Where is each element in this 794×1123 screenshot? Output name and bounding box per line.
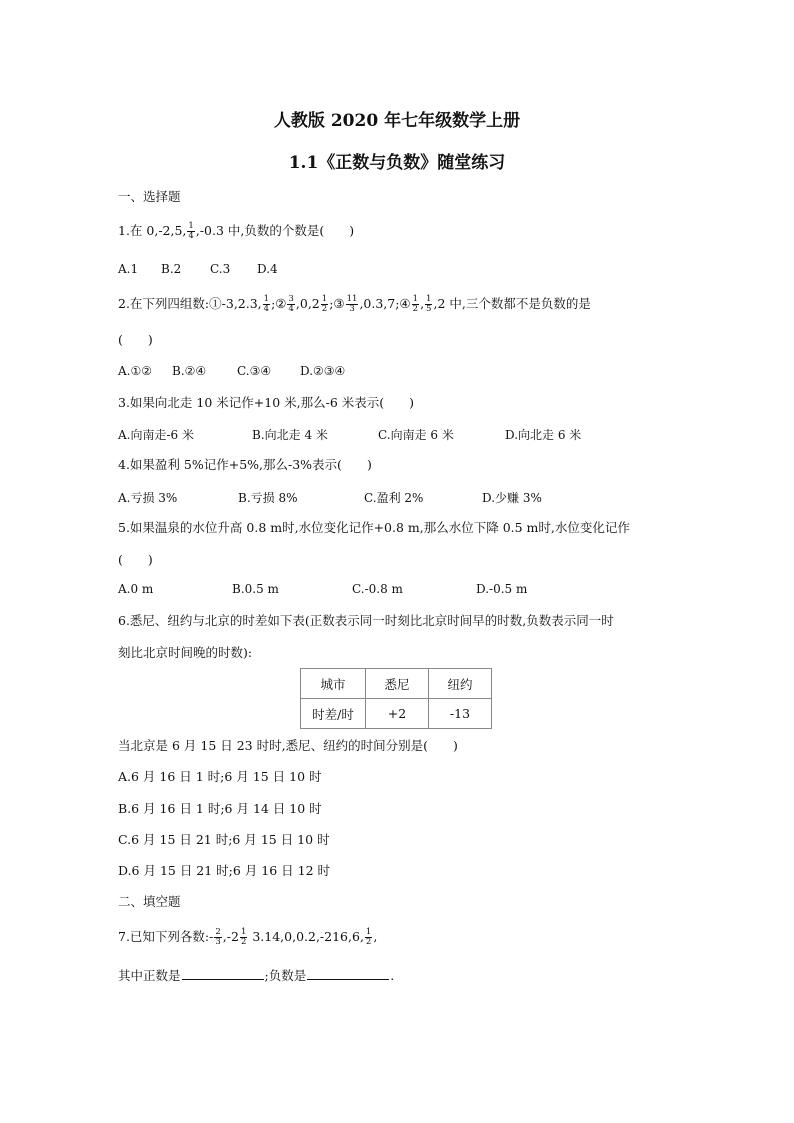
q1-option-a: A.1 [118, 262, 139, 276]
q2-option-c: C.③④ [237, 364, 272, 378]
q1-option-b: B.2 [161, 262, 182, 276]
q7-label-positive: 其中正数是 [118, 968, 181, 983]
question-3: 3.如果向北走 10 米记作+10 米,那么-6 米表示( ) [118, 395, 415, 410]
q7-text: 3.14,0,0.2,-216,6, [248, 929, 364, 944]
question-1 [118, 222, 354, 241]
q2-text: ;③ [329, 296, 345, 311]
table-header-cell: 城市 [301, 669, 366, 699]
table-cell: -13 [429, 699, 492, 729]
fraction: $\frac{1}{2}$ [412, 294, 419, 314]
question-6-line2: 刻比北京时间晚的时数): [118, 645, 253, 660]
q5-option-a: A.0 m [118, 582, 154, 596]
q4-option-c: C.盈利 2% [364, 491, 424, 505]
q2-text: , [420, 296, 425, 311]
table-row [301, 699, 492, 729]
q1-text-post: ,-0.3 中,负数的个数是( ) [195, 223, 355, 238]
q3-option-c: C.向南走 6 米 [378, 428, 454, 442]
table-cell: 时差/时 [301, 699, 366, 729]
q2-option-a: A.①② [118, 364, 152, 378]
q3-option-a: A.向南走-6 米 [118, 428, 194, 442]
q2-text: ,0.3,7;④ [359, 296, 411, 311]
fraction: $\frac{1}{4}$ [263, 294, 270, 314]
fraction: $\frac{1}{5}$ [426, 294, 432, 314]
q6-option-b: B.6 月 16 日 1 时;6 月 14 日 10 时 [118, 801, 322, 816]
q6-option-c: C.6 月 15 日 21 时;6 月 15 日 10 时 [118, 832, 330, 847]
section-heading-choice: 一、选择题 [118, 189, 181, 204]
fraction: $\frac{11}{3}$ [346, 294, 358, 314]
fraction: $\frac{1}{2}$ [321, 294, 328, 314]
q5-option-d: D.-0.5 m [476, 582, 528, 596]
q4-option-d: D.少赚 3% [482, 491, 542, 505]
q2-text: ,2 中,三个数都不是负数的是 [433, 296, 591, 311]
q6-option-a: A.6 月 16 日 1 时;6 月 15 日 10 时 [118, 769, 322, 784]
table-cell: +2 [366, 699, 429, 729]
q7-text: 7.已知下列各数:- [118, 929, 214, 944]
question-5: 5.如果温泉的水位升高 0.8 m时,水位变化记作+0.8 m,那么水位下降 0.5 m时,水位变化记作 [118, 520, 630, 535]
q2-text: ,0,2 [295, 296, 320, 311]
q7-text: , [373, 929, 378, 944]
question-7 [118, 928, 377, 947]
q7-label-negative: ;负数是 [264, 968, 307, 983]
section-heading-fill: 二、填空题 [118, 894, 181, 909]
question-6-prompt: 当北京是 6 月 15 日 23 时时,悉尼、纽约的时间分别是( ) [118, 738, 458, 753]
q1-option-c: C.3 [210, 262, 231, 276]
q4-option-b: B.亏损 8% [238, 491, 298, 505]
q5-answer-paren: ( ) [118, 552, 153, 567]
q7-text: ,-2 [222, 929, 239, 944]
question-6-line1: 6.悉尼、纽约与北京的时差如下表(正数表示同一时刻比北京时间早的时数,负数表示同一时 [118, 613, 614, 628]
page-title: 人教版 2020 年七年级数学上册 [273, 111, 521, 131]
q3-option-b: B.向北走 4 米 [252, 428, 328, 442]
negative-answer-blank[interactable] [307, 967, 389, 980]
table-header-row [301, 669, 492, 699]
q6-option-d: D.6 月 15 日 21 时;6 月 16 日 12 时 [118, 863, 331, 878]
question-7-answer-line [118, 967, 394, 985]
q5-option-b: B.0.5 m [232, 582, 279, 596]
q5-option-c: C.-0.8 m [352, 582, 403, 596]
fraction: $\frac{3}{4}$ [288, 294, 294, 314]
fraction: $\frac{1}{2}$ [365, 927, 372, 947]
q1-option-d: D.4 [257, 262, 278, 276]
time-difference-table [300, 668, 492, 729]
fraction: $\frac{2}{3}$ [215, 927, 221, 947]
table-header-cell: 纽约 [429, 669, 492, 699]
q2-option-b: B.②④ [172, 364, 207, 378]
q4-option-a: A.亏损 3% [118, 491, 178, 505]
table-header-cell: 悉尼 [366, 669, 429, 699]
q3-option-d: D.向北走 6 米 [505, 428, 582, 442]
q2-text: 2.在下列四组数:①-3,2.3, [118, 296, 262, 311]
fraction: $\frac{1}{4}$ [188, 221, 194, 241]
question-2 [118, 295, 591, 314]
page-subtitle: 1.1《正数与负数》随堂练习 [288, 153, 506, 173]
question-4: 4.如果盈利 5%记作+5%,那么-3%表示( ) [118, 457, 372, 472]
positive-answer-blank[interactable] [182, 967, 264, 980]
q2-option-d: D.②③④ [300, 364, 346, 378]
fraction: $\frac{1}{2}$ [240, 927, 247, 947]
q2-answer-paren: ( ) [118, 332, 153, 347]
q7-period: . [390, 968, 395, 983]
q1-text-pre: 1.在 0,-2,5, [118, 223, 187, 238]
q2-text: ;② [271, 296, 287, 311]
